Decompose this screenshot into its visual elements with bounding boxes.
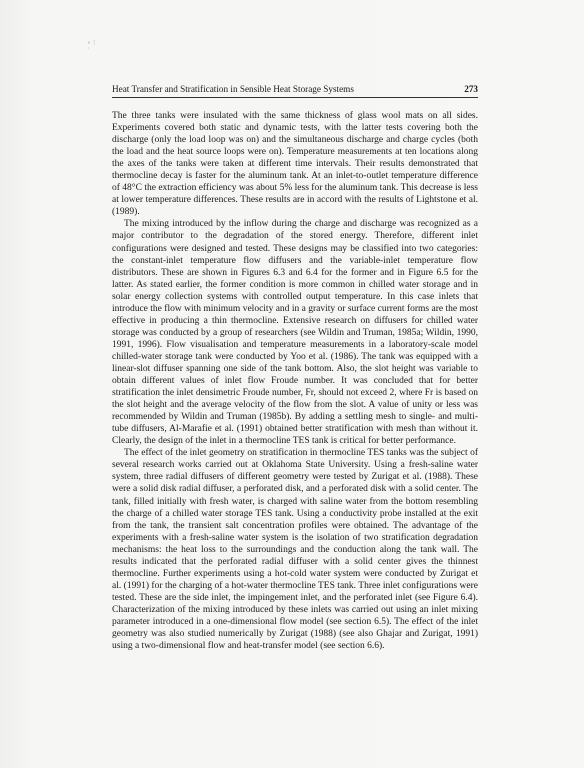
margin-scan-mark: ∘ ⁝ · [87, 38, 96, 53]
paragraph-3: The effect of the inlet geometry on stratification in thermocline TES tanks was the subject of several research works carried out at Oklahoma State University. Using a fresh-saline water system, three radial diffusers of different geometry were tested by Zurigat et al. (1988). These were a solid disk radial diffuser, a perforated disk, and a perforated disk with a solid center. The tank, filled initially with fresh water, is charged with saline water from the bottom resembling the charge of a chilled water storage TES tank. Using a conductivity probe installed at the exit from the tank, the transient salt concentration profiles were obtained. The advantage of the experiments with a fresh-saline water system is the isolation of two stratification degradation mechanisms: the heat loss to the surroundings and the conduction along the tank wall. The results indicated that the perforated radial diffuser with a solid center gives the thinnest thermocline. Further experiments using a hot-cold water system were conducted by Zurigat et al. (1991) for the charging of a hot-water thermocline TES tank. Three inlet configurations were tested. These are the side inlet, the impingement inlet, and the perforated inlet (see Figure 6.4). Characterization of the mixing introduced by these inlets was carried out using an inlet mixing parameter introduced in a one-dimensional flow model (see section 6.5). The effect of the inlet geometry was also studied numerically by Zurigat (1988) (see also Ghajar and Zurigat, 1991) using a two-dimensional flow and heat-transfer model (see section 6.6). [112, 448, 478, 652]
paragraph-1: The three tanks were insulated with the same thickness of glass wool mats on all sides. Experiments covered both static and dynamic tests, with the latter tests covering both the discharge (only the load loop was on) and the simultaneous discharge and charge cycles (both the load and the heat source loops were on). Temperature measurements at ten locations along the axes of the tanks were taken at different time intervals. Their results demonstrated that thermocline decay is faster for the aluminum tank. At an inlet-to-outlet temperature difference of 48°C the extraction efficiency was about 5% less for the aluminum tank. This decrease is less at lower temperature differences. These results are in accord with the results of Lightstone et al. (1989). [112, 111, 478, 218]
header-rule [112, 97, 478, 98]
paragraph-2: The mixing introduced by the inflow during the charge and discharge was recognized as a major contributor to the degradation of the stored energy. Therefore, different inlet configurations were designed and tested. These designs may be classified into two categories: the constant-inlet temperature flow diffusers and the variable-inlet temperature flow distributors. These are shown in Figures 6.3 and 6.4 for the former and in Figure 6.5 for the latter. As stated earlier, the former condition is more common in chilled water storage and in solar energy collection systems with controlled output temperature. In this case inlets that introduce the flow with minimum velocity and in a gravity or surface current forms are the most effective in producing a thin thermocline. Extensive research on diffusers for chilled water storage was conducted by a group of researchers (see Wildin and Truman, 1985a; Wildin, 1990, 1991, 1996). Flow visualisation and temperature measurements in a laboratory-scale model chilled-water storage tank were conducted by Yoo et al. (1986). The tank was equipped with a linear-slot diffuser spanning one side of the tank bottom. Also, the slot height was variable to obtain different values of inlet flow Froude number. It was concluded that for better stratification the inlet densimetric Froude number, Fr, should not exceed 2, where Fr is based on the slot height and the average velocity of the flow from the slot. A value of unity or less was recommended by Wildin and Truman (1985b). By adding a settling mesh to single- and multi-tube diffusers, Al-Marafie et al. (1991) obtained better stratification with mesh than without it. Clearly, the design of the inlet in a thermocline TES tank is critical for better performance. [112, 219, 478, 447]
body-text [112, 110, 478, 652]
running-title: Heat Transfer and Stratification in Sensible Heat Storage Systems [112, 84, 354, 94]
page-number: 273 [464, 84, 478, 94]
running-header [112, 84, 478, 98]
